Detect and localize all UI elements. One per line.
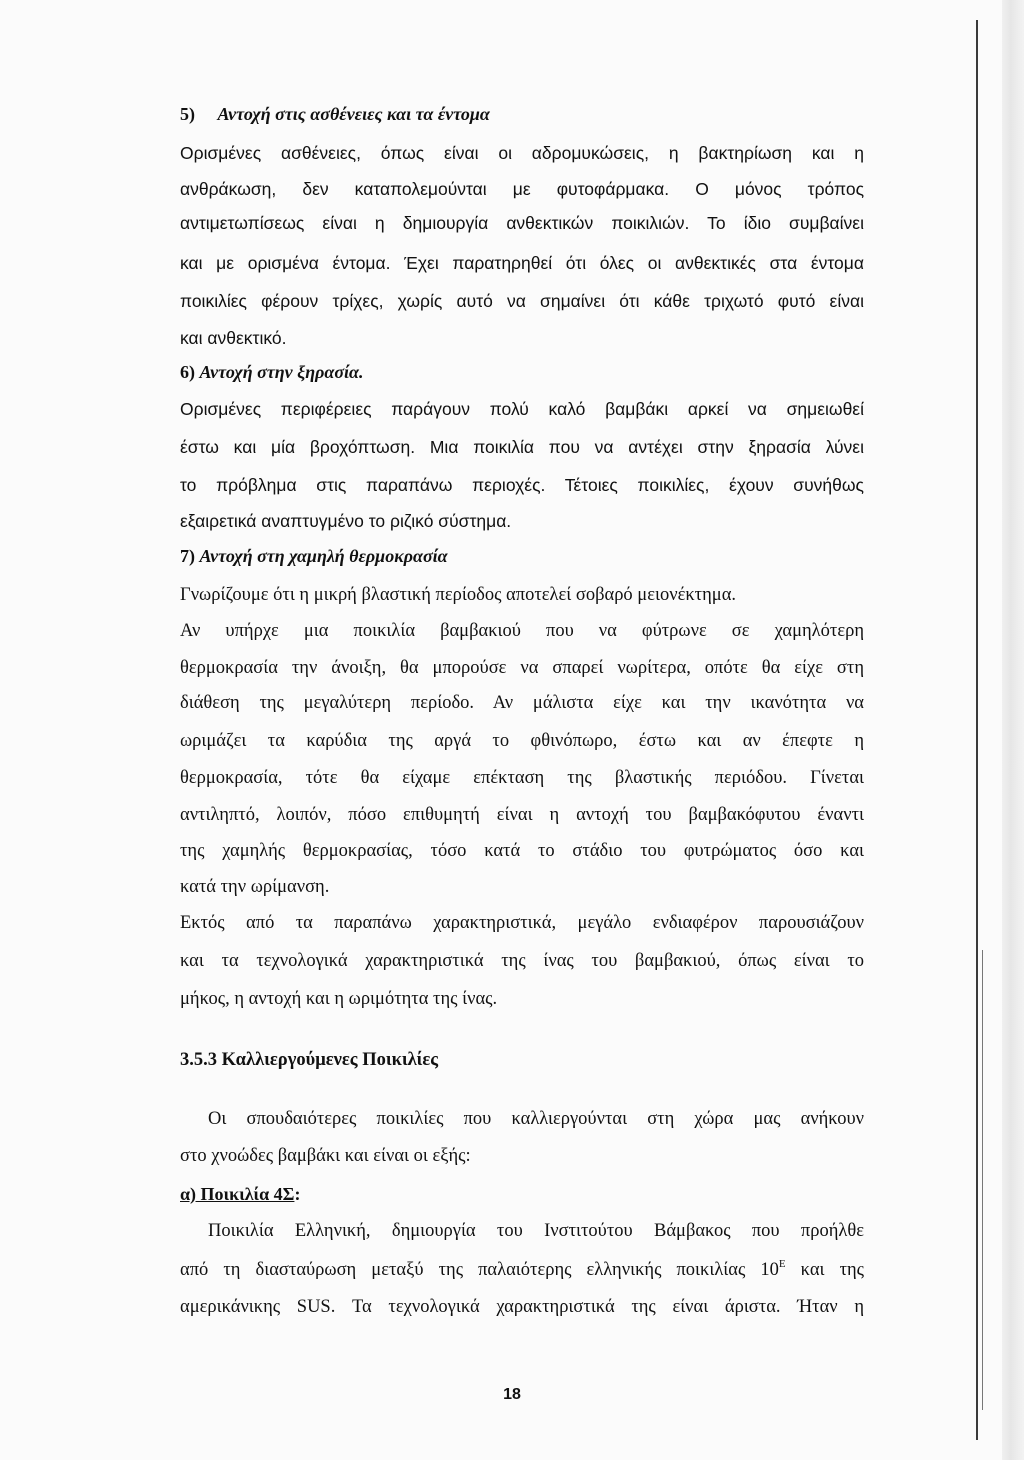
variety-4s-line-1: Ποικιλία Ελληνική, δημιουργία του Ινστιτούτου Βάμβακος που προήλθε	[208, 1221, 864, 1241]
scan-edge-line-lower	[982, 950, 983, 1410]
section-7-line-6: θερμοκρασία, τότε θα είχαμε επέκταση της βλαστικής περιόδου. Γίνεται	[180, 768, 864, 788]
section-5-line-4: και με ορισμένα έντομα. Έχει παρατηρηθεί ότι όλες οι ανθεκτικές στα έντομα	[180, 253, 864, 273]
section-7-line-3: θερμοκρασία την άνοιξη, θα μπορούσε να σπαρεί νωρίτερα, οπότε θα είχε στη	[180, 658, 864, 678]
section-5-line-1: Ορισμένες ασθένειες, όπως είναι οι αδρομυκώσεις, η βακτηρίωση και η	[180, 143, 864, 163]
section-7-line-9: κατά την ωρίμανση.	[180, 877, 330, 897]
section-7-line-4: διάθεση της μεγαλύτερη περίοδο. Αν μάλιστα είχε και την ικανότητα να	[180, 693, 864, 713]
section-7-heading	[180, 546, 448, 567]
section-7-number: 7)	[180, 546, 195, 566]
variety-4s-line-2	[180, 1259, 864, 1281]
section-7-line-7: αντιληπτό, λοιπόν, πόσο επιθυμητή είναι η αντοχή του βαμβακόφυτου έναντι	[180, 805, 864, 825]
scan-edge-line	[976, 20, 978, 1440]
variety-4s-line-2-end: και της	[785, 1260, 865, 1280]
section-353-intro-line-1: Οι σπουδαιότερες ποικιλίες που καλλιεργούνται στη χώρα μας ανήκουν	[208, 1109, 864, 1129]
summary-line-1: Εκτός από τα παραπάνω χαρακτηριστικά, μεγάλο ενδιαφέρον παρουσιάζουν	[180, 913, 864, 933]
section-5-heading	[180, 104, 490, 125]
section-7-line-2: Αν υπήρχε μια ποικιλία βαμβακιού που να φύτρωνε σε χαμηλότερη	[180, 621, 864, 641]
section-353-heading: 3.5.3 Καλλιεργούμενες Ποικιλίες	[180, 1050, 439, 1070]
variety-4s-superscript: Ε	[778, 1258, 786, 1270]
scan-edge-shadow	[1002, 0, 1024, 1460]
variety-4s-label: α) Ποικιλία 4Σ	[180, 1184, 295, 1204]
section-6-line-2: έστω και μία βροχόπτωση. Μια ποικιλία που να αντέχει στην ξηρασία λύνει	[180, 437, 864, 457]
section-6-heading	[180, 362, 364, 383]
section-5-line-3: αντιμετωπίσεως είναι η δημιουργία ανθεκτικών ποικιλιών. Το ίδιο συμβαίνει	[180, 213, 864, 233]
page-number: 18	[503, 1386, 521, 1403]
section-6-line-4: εξαιρετικά αναπτυγμένο το ριζικό σύστημα.	[180, 511, 512, 531]
section-5-line-5: ποικιλίες φέρουν τρίχες, χωρίς αυτό να σημαίνει ότι κάθε τριχωτό φυτό είναι	[180, 291, 864, 311]
section-6-line-1: Ορισμένες περιφέρειες παράγουν πολύ καλό βαμβάκι αρκεί να σημειωθεί	[180, 399, 864, 419]
section-7-line-5: ωριμάζει τα καρύδια της αργά το φθινόπωρο, έστω και αν έπεφτε η	[180, 731, 864, 751]
section-7-line-1: Γνωρίζουμε ότι η μικρή βλαστική περίοδος αποτελεί σοβαρό μειονέκτημα.	[180, 585, 737, 605]
section-5-line-2: ανθράκωση, δεν καταπολεμούνται με φυτοφάρμακα. Ο μόνος τρόπος	[180, 179, 864, 199]
variety-4s-colon: :	[294, 1184, 301, 1204]
section-5-title: Αντοχή στις ασθένειες και τα έντομα	[217, 104, 490, 124]
variety-4s-line-2-text: από τη διασταύρωση μεταξύ της παλαιότερης ελληνικής ποικιλίας 10	[180, 1260, 779, 1280]
variety-4s-heading	[180, 1184, 300, 1205]
section-353-intro-line-2: στο χνοώδες βαμβάκι και είναι οι εξής:	[180, 1146, 471, 1166]
section-6-line-3: το πρόβλημα στις παραπάνω περιοχές. Τέτοιες ποικιλίες, έχουν συνήθως	[180, 475, 864, 495]
section-6-title: Αντοχή στην ξηρασία.	[199, 362, 364, 382]
section-7-title: Αντοχή στη χαμηλή θερμοκρασία	[199, 546, 448, 566]
summary-line-2: και τα τεχνολογικά χαρακτηριστικά της ίνας του βαμβακιού, όπως είναι το	[180, 951, 864, 971]
section-5-number: 5)	[180, 104, 195, 124]
section-5-line-6: και ανθεκτικό.	[180, 328, 287, 348]
variety-4s-line-3: αμερικάνικης SUS. Τα τεχνολογικά χαρακτηριστικά της είναι άριστα. Ήταν η	[180, 1297, 864, 1317]
summary-line-3: μήκος, η αντοχή και η ωριμότητα της ίνας.	[180, 989, 498, 1009]
section-6-number: 6)	[180, 362, 195, 382]
section-7-line-8: της χαμηλής θερμοκρασίας, τόσο κατά το στάδιο του φυτρώματος όσο και	[180, 841, 864, 861]
